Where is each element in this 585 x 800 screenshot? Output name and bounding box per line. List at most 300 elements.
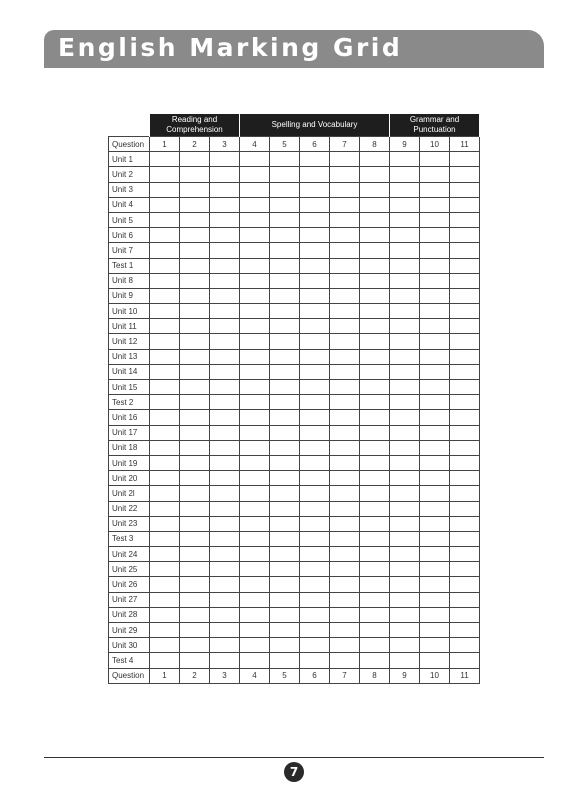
grid-row [109, 212, 480, 227]
mark-cell [420, 182, 450, 197]
mark-cell [150, 486, 180, 501]
grid-row [109, 410, 480, 425]
mark-cell [150, 228, 180, 243]
row-label: Test 2 [109, 395, 150, 410]
grid-row [109, 653, 480, 668]
grid-row [109, 197, 480, 212]
mark-cell [180, 455, 210, 470]
mark-cell [240, 440, 270, 455]
mark-cell [300, 577, 330, 592]
mark-cell [180, 516, 210, 531]
mark-cell [420, 212, 450, 227]
mark-cell [330, 592, 360, 607]
question-number: 1 [150, 137, 180, 152]
mark-cell [390, 258, 420, 273]
mark-cell [150, 182, 180, 197]
mark-cell [330, 167, 360, 182]
mark-cell [240, 425, 270, 440]
mark-cell [240, 228, 270, 243]
mark-cell [330, 395, 360, 410]
mark-cell [330, 607, 360, 622]
grid-row [109, 288, 480, 303]
mark-cell [300, 516, 330, 531]
mark-cell [360, 349, 390, 364]
mark-cell [420, 258, 450, 273]
mark-cell [270, 577, 300, 592]
mark-cell [360, 395, 390, 410]
mark-cell [180, 182, 210, 197]
row-label: Unit 27 [109, 592, 150, 607]
mark-cell [300, 425, 330, 440]
mark-cell [300, 228, 330, 243]
mark-cell [300, 547, 330, 562]
mark-cell [210, 380, 240, 395]
mark-cell [330, 455, 360, 470]
mark-cell [390, 182, 420, 197]
mark-cell [270, 592, 300, 607]
row-label: Unit 17 [109, 425, 150, 440]
mark-cell [420, 516, 450, 531]
question-number: 6 [300, 137, 330, 152]
mark-cell [450, 471, 480, 486]
mark-cell [450, 319, 480, 334]
mark-cell [390, 334, 420, 349]
mark-cell [150, 349, 180, 364]
mark-cell [360, 638, 390, 653]
mark-cell [330, 440, 360, 455]
mark-cell [270, 380, 300, 395]
grid-row [109, 364, 480, 379]
mark-cell [180, 197, 210, 212]
question-footer-row [109, 668, 480, 683]
mark-cell [390, 440, 420, 455]
mark-cell [360, 288, 390, 303]
row-label: Unit 1 [109, 152, 150, 167]
mark-cell [420, 395, 450, 410]
mark-cell [360, 197, 390, 212]
mark-cell [360, 471, 390, 486]
mark-cell [210, 471, 240, 486]
row-label: Unit 8 [109, 273, 150, 288]
mark-cell [420, 380, 450, 395]
page-number-badge: 7 [284, 762, 304, 782]
mark-cell [180, 334, 210, 349]
mark-cell [180, 607, 210, 622]
mark-cell [390, 349, 420, 364]
mark-cell [210, 607, 240, 622]
mark-cell [450, 395, 480, 410]
row-label: Unit 4 [109, 197, 150, 212]
mark-cell [390, 288, 420, 303]
row-label: Unit 22 [109, 501, 150, 516]
question-number: 2 [180, 668, 210, 683]
mark-cell [180, 653, 210, 668]
mark-cell [420, 273, 450, 288]
mark-cell [150, 258, 180, 273]
mark-cell [300, 364, 330, 379]
question-header-label: Question [109, 137, 150, 152]
section-header: Reading and Comprehension [150, 114, 240, 137]
mark-cell [420, 638, 450, 653]
question-number: 7 [330, 137, 360, 152]
mark-cell [210, 547, 240, 562]
mark-cell [360, 607, 390, 622]
mark-cell [150, 577, 180, 592]
mark-cell [210, 334, 240, 349]
mark-cell [210, 455, 240, 470]
mark-cell [390, 212, 420, 227]
row-label: Unit 14 [109, 364, 150, 379]
mark-cell [270, 547, 300, 562]
mark-cell [450, 167, 480, 182]
row-label: Unit 28 [109, 607, 150, 622]
mark-cell [150, 471, 180, 486]
mark-cell [270, 607, 300, 622]
mark-cell [360, 623, 390, 638]
mark-cell [150, 243, 180, 258]
mark-cell [240, 410, 270, 425]
mark-cell [240, 258, 270, 273]
mark-cell [240, 212, 270, 227]
mark-cell [450, 243, 480, 258]
mark-cell [420, 319, 450, 334]
mark-cell [180, 531, 210, 546]
mark-cell [150, 197, 180, 212]
row-label: Test 3 [109, 531, 150, 546]
mark-cell [450, 212, 480, 227]
mark-cell [240, 562, 270, 577]
mark-cell [180, 440, 210, 455]
mark-cell [240, 623, 270, 638]
mark-cell [270, 258, 300, 273]
grid-row [109, 577, 480, 592]
mark-cell [270, 167, 300, 182]
mark-cell [330, 152, 360, 167]
mark-cell [150, 410, 180, 425]
row-label: Unit 19 [109, 455, 150, 470]
mark-cell [330, 197, 360, 212]
mark-cell [450, 547, 480, 562]
mark-cell [390, 364, 420, 379]
mark-cell [240, 364, 270, 379]
mark-cell [180, 304, 210, 319]
row-label: Unit 30 [109, 638, 150, 653]
mark-cell [330, 577, 360, 592]
mark-cell [390, 167, 420, 182]
mark-cell [150, 562, 180, 577]
mark-cell [300, 197, 330, 212]
page-title: English Marking Grid [58, 33, 403, 62]
mark-cell [210, 243, 240, 258]
row-label: Unit 13 [109, 349, 150, 364]
grid-row [109, 304, 480, 319]
grid-row [109, 638, 480, 653]
mark-cell [180, 577, 210, 592]
mark-cell [390, 197, 420, 212]
mark-cell [420, 577, 450, 592]
mark-cell [360, 212, 390, 227]
mark-cell [180, 592, 210, 607]
question-number: 4 [240, 668, 270, 683]
mark-cell [180, 562, 210, 577]
mark-cell [240, 577, 270, 592]
mark-cell [330, 410, 360, 425]
mark-cell [420, 531, 450, 546]
grid-row [109, 273, 480, 288]
mark-cell [150, 531, 180, 546]
mark-cell [450, 410, 480, 425]
grid-row [109, 228, 480, 243]
question-number: 6 [300, 668, 330, 683]
mark-cell [390, 592, 420, 607]
mark-cell [300, 288, 330, 303]
mark-cell [240, 471, 270, 486]
mark-cell [300, 167, 330, 182]
mark-cell [450, 531, 480, 546]
grid-body [109, 152, 480, 668]
mark-cell [270, 410, 300, 425]
mark-cell [360, 304, 390, 319]
mark-cell [420, 288, 450, 303]
mark-cell [420, 152, 450, 167]
mark-cell [210, 623, 240, 638]
mark-cell [240, 288, 270, 303]
mark-cell [150, 304, 180, 319]
mark-cell [360, 531, 390, 546]
mark-cell [180, 288, 210, 303]
mark-cell [300, 562, 330, 577]
mark-cell [270, 531, 300, 546]
mark-cell [450, 364, 480, 379]
mark-cell [300, 531, 330, 546]
mark-cell [210, 501, 240, 516]
mark-cell [210, 304, 240, 319]
mark-cell [450, 562, 480, 577]
question-number: 8 [360, 137, 390, 152]
mark-cell [300, 152, 330, 167]
row-label: Unit 16 [109, 410, 150, 425]
question-number: 9 [390, 137, 420, 152]
mark-cell [300, 258, 330, 273]
mark-cell [360, 486, 390, 501]
mark-cell [390, 228, 420, 243]
mark-cell [270, 440, 300, 455]
mark-cell [420, 562, 450, 577]
mark-cell [210, 516, 240, 531]
mark-cell [180, 243, 210, 258]
mark-cell [270, 395, 300, 410]
mark-cell [180, 228, 210, 243]
row-label: Unit 29 [109, 623, 150, 638]
mark-cell [150, 364, 180, 379]
mark-cell [450, 288, 480, 303]
mark-cell [420, 623, 450, 638]
mark-cell [330, 258, 360, 273]
mark-cell [330, 243, 360, 258]
mark-cell [450, 349, 480, 364]
mark-cell [420, 653, 450, 668]
mark-cell [240, 501, 270, 516]
mark-cell [330, 288, 360, 303]
mark-cell [450, 623, 480, 638]
mark-cell [360, 380, 390, 395]
mark-cell [300, 455, 330, 470]
question-number: 2 [180, 137, 210, 152]
mark-cell [450, 577, 480, 592]
mark-cell [270, 304, 300, 319]
mark-cell [180, 258, 210, 273]
mark-cell [360, 653, 390, 668]
mark-cell [300, 319, 330, 334]
mark-cell [240, 349, 270, 364]
mark-cell [210, 577, 240, 592]
mark-cell [150, 638, 180, 653]
mark-cell [210, 425, 240, 440]
mark-cell [300, 410, 330, 425]
mark-cell [150, 334, 180, 349]
mark-cell [420, 440, 450, 455]
mark-cell [360, 167, 390, 182]
mark-cell [390, 380, 420, 395]
mark-cell [270, 623, 300, 638]
mark-cell [390, 486, 420, 501]
mark-cell [240, 592, 270, 607]
mark-cell [450, 455, 480, 470]
mark-cell [180, 471, 210, 486]
mark-cell [150, 273, 180, 288]
mark-cell [390, 455, 420, 470]
question-number: 1 [150, 668, 180, 683]
mark-cell [180, 501, 210, 516]
grid-row [109, 501, 480, 516]
mark-cell [420, 167, 450, 182]
mark-cell [450, 486, 480, 501]
mark-cell [240, 334, 270, 349]
mark-cell [420, 607, 450, 622]
mark-cell [360, 592, 390, 607]
mark-cell [360, 501, 390, 516]
mark-cell [240, 152, 270, 167]
mark-cell [270, 197, 300, 212]
section-header-row [109, 114, 480, 137]
mark-cell [270, 243, 300, 258]
row-label: Unit 15 [109, 380, 150, 395]
footer-rule [44, 757, 544, 758]
mark-cell [180, 410, 210, 425]
mark-cell [330, 471, 360, 486]
mark-cell [330, 547, 360, 562]
title-banner [44, 30, 544, 68]
mark-cell [300, 638, 330, 653]
mark-cell [390, 562, 420, 577]
mark-cell [360, 455, 390, 470]
mark-cell [270, 471, 300, 486]
mark-cell [450, 258, 480, 273]
mark-cell [270, 152, 300, 167]
mark-cell [420, 243, 450, 258]
mark-cell [210, 152, 240, 167]
mark-cell [180, 547, 210, 562]
mark-cell [270, 273, 300, 288]
mark-cell [150, 653, 180, 668]
mark-cell [360, 562, 390, 577]
mark-cell [300, 212, 330, 227]
mark-cell [300, 349, 330, 364]
grid-row [109, 455, 480, 470]
mark-cell [240, 273, 270, 288]
question-number: 4 [240, 137, 270, 152]
mark-cell [300, 623, 330, 638]
mark-cell [150, 440, 180, 455]
row-label: Unit 10 [109, 304, 150, 319]
mark-cell [300, 501, 330, 516]
mark-cell [150, 152, 180, 167]
grid-row [109, 440, 480, 455]
mark-cell [390, 623, 420, 638]
question-header-row [109, 137, 480, 152]
mark-cell [270, 334, 300, 349]
question-footer-label: Question [109, 668, 150, 683]
mark-cell [300, 273, 330, 288]
mark-cell [360, 152, 390, 167]
grid-row [109, 395, 480, 410]
mark-cell [330, 623, 360, 638]
mark-cell [300, 440, 330, 455]
mark-cell [420, 228, 450, 243]
mark-cell [360, 577, 390, 592]
mark-cell [210, 364, 240, 379]
mark-cell [150, 288, 180, 303]
mark-cell [210, 638, 240, 653]
row-label: Unit 5 [109, 212, 150, 227]
mark-cell [330, 182, 360, 197]
mark-cell [270, 455, 300, 470]
mark-cell [360, 319, 390, 334]
mark-cell [330, 562, 360, 577]
mark-cell [240, 182, 270, 197]
question-number: 5 [270, 668, 300, 683]
grid-row [109, 607, 480, 622]
mark-cell [240, 243, 270, 258]
question-number: 7 [330, 668, 360, 683]
question-number: 11 [450, 137, 480, 152]
mark-cell [240, 547, 270, 562]
mark-cell [210, 197, 240, 212]
marking-grid [108, 114, 480, 684]
mark-cell [270, 364, 300, 379]
question-number: 10 [420, 668, 450, 683]
mark-cell [180, 212, 210, 227]
mark-cell [300, 592, 330, 607]
mark-cell [330, 364, 360, 379]
mark-cell [360, 364, 390, 379]
mark-cell [240, 380, 270, 395]
mark-cell [270, 212, 300, 227]
mark-cell [390, 653, 420, 668]
question-number: 3 [210, 668, 240, 683]
mark-cell [330, 349, 360, 364]
mark-cell [300, 380, 330, 395]
mark-cell [450, 304, 480, 319]
mark-cell [240, 607, 270, 622]
mark-cell [300, 304, 330, 319]
grid-row [109, 486, 480, 501]
mark-cell [420, 334, 450, 349]
mark-cell [330, 501, 360, 516]
mark-cell [420, 425, 450, 440]
grid-row [109, 258, 480, 273]
mark-cell [210, 531, 240, 546]
